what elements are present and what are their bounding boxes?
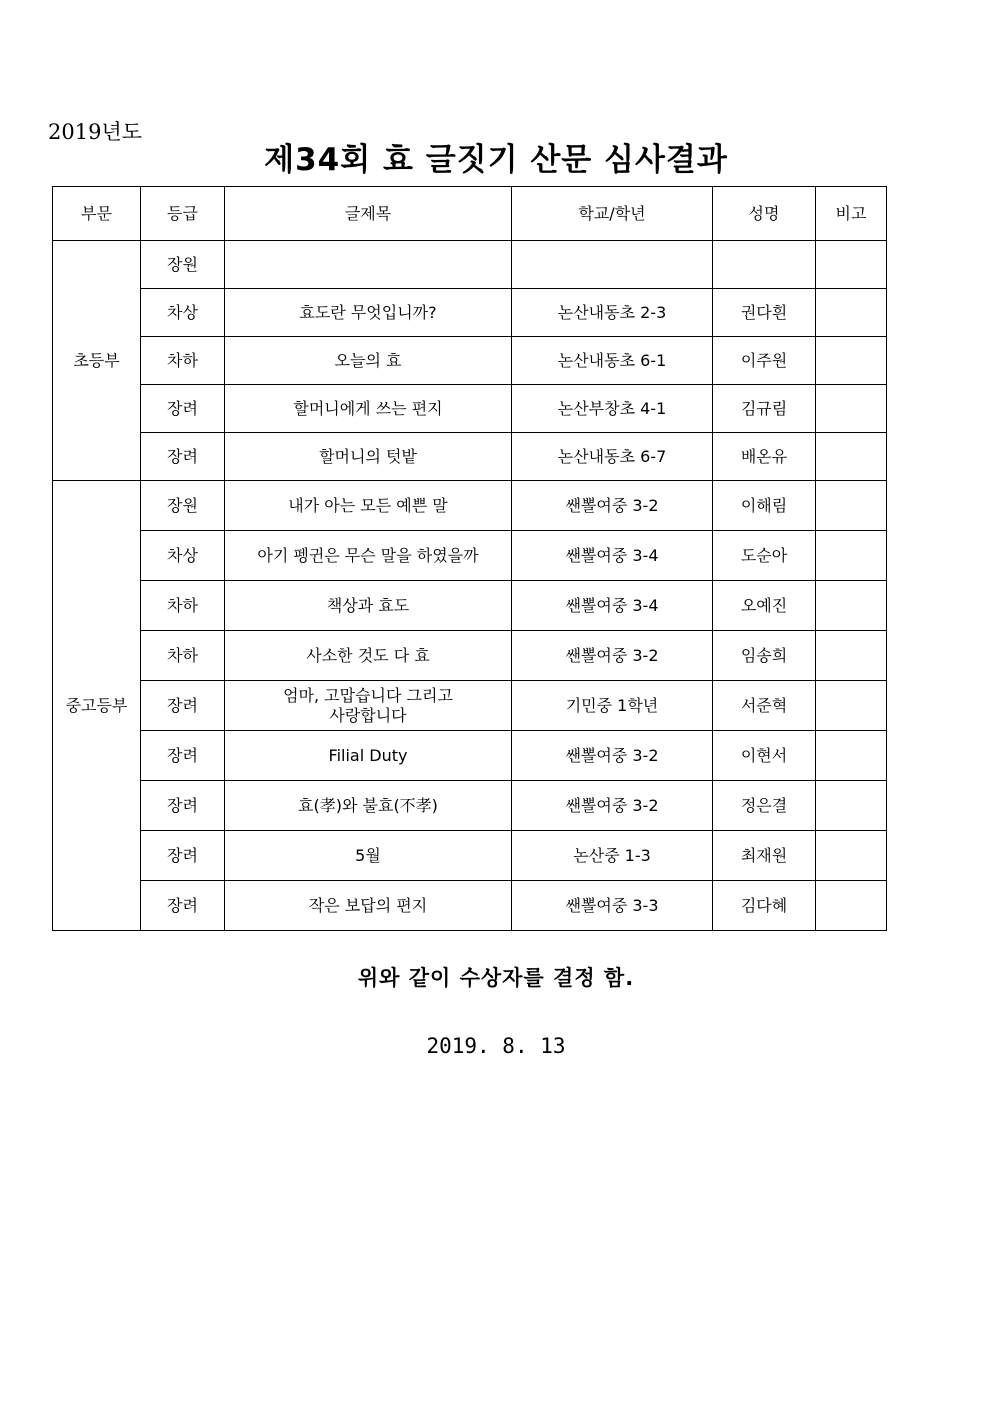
grade-cell: 차하 [141,337,225,385]
grade-cell: 장려 [141,385,225,433]
school-cell: 논산부창초 4-1 [512,385,713,433]
table-row [53,241,887,289]
school-cell: 논산내동초 6-7 [512,433,713,481]
name-cell: 배온유 [713,433,816,481]
name-cell: 김규림 [713,385,816,433]
table-row [53,681,887,731]
grade-cell: 차하 [141,631,225,681]
table-row [53,481,887,531]
header-division: 부문 [53,187,141,241]
name-cell: 서준혁 [713,681,816,731]
name-cell: 이해림 [713,481,816,531]
table-row [53,433,887,481]
name-cell: 최재원 [713,831,816,881]
grade-cell: 장려 [141,731,225,781]
header-name: 성명 [713,187,816,241]
header-title: 글제목 [225,187,512,241]
title-cell: 효도란 무엇입니까? [225,289,512,337]
note-cell [816,433,887,481]
title-cell: 할머니에게 쓰는 편지 [225,385,512,433]
grade-cell: 장려 [141,881,225,931]
title-cell: Filial Duty [225,731,512,781]
name-cell: 오예진 [713,581,816,631]
table-row [53,289,887,337]
title-cell: 효(孝)와 불효(不孝) [225,781,512,831]
note-cell [816,781,887,831]
note-cell [816,631,887,681]
school-cell: 쌘뽈여중 3-3 [512,881,713,931]
division-elementary: 초등부 [53,241,141,481]
note-cell [816,681,887,731]
name-cell: 이현서 [713,731,816,781]
school-cell: 쌘뽈여중 3-4 [512,531,713,581]
grade-cell: 장원 [141,481,225,531]
school-cell: 쌘뽈여중 3-2 [512,781,713,831]
header-school: 학교/학년 [512,187,713,241]
name-cell [713,241,816,289]
document-date: 2019. 8. 13 [426,1034,566,1058]
grade-cell: 차상 [141,289,225,337]
note-cell [816,531,887,581]
table-row [53,631,887,681]
title-cell [225,681,512,731]
table-row [53,337,887,385]
name-cell: 김다혜 [713,881,816,931]
school-cell: 쌘뽈여중 3-2 [512,631,713,681]
results-table [52,186,887,931]
table-row [53,831,887,881]
school-cell: 쌘뽈여중 3-4 [512,581,713,631]
table-row [53,731,887,781]
note-cell [816,831,887,881]
school-cell: 기민중 1학년 [512,681,713,731]
table-row [53,531,887,581]
grade-cell: 차하 [141,581,225,631]
division-middle-high: 중고등부 [53,481,141,931]
grade-cell: 장려 [141,433,225,481]
table-row [53,385,887,433]
title-line: 사랑합니다 [329,705,407,725]
table-row [53,881,887,931]
table-header-row [53,187,887,241]
title-cell: 내가 아는 모든 예쁜 말 [225,481,512,531]
title-cell: 5월 [225,831,512,881]
note-cell [816,289,887,337]
header-grade: 등급 [141,187,225,241]
title-cell: 사소한 것도 다 효 [225,631,512,681]
grade-cell: 차상 [141,531,225,581]
year-label: 2019년도 [48,120,143,144]
school-cell [512,241,713,289]
title-cell: 할머니의 텃밭 [225,433,512,481]
name-cell: 도순아 [713,531,816,581]
table-row [53,581,887,631]
name-cell: 정은결 [713,781,816,831]
grade-cell: 장원 [141,241,225,289]
document-title: 제34회 효 글짓기 산문 심사결과 [264,142,728,178]
title-cell: 작은 보답의 편지 [225,881,512,931]
title-cell: 아기 펭귄은 무슨 말을 하였을까 [225,531,512,581]
school-cell: 쌘뽈여중 3-2 [512,481,713,531]
school-cell: 쌘뽈여중 3-2 [512,731,713,781]
header-note: 비고 [816,187,887,241]
note-cell [816,337,887,385]
title-cell: 오늘의 효 [225,337,512,385]
title-cell [225,241,512,289]
note-cell [816,881,887,931]
note-cell [816,385,887,433]
grade-cell: 장려 [141,831,225,881]
note-cell [816,731,887,781]
note-cell [816,241,887,289]
name-cell: 임송희 [713,631,816,681]
grade-cell: 장려 [141,781,225,831]
table-row [53,781,887,831]
school-cell: 논산내동초 6-1 [512,337,713,385]
conclusion-text: 위와 같이 수상자를 결정 함. [357,966,635,990]
title-line: 엄마, 고맙습니다 그리고 [283,685,453,705]
name-cell: 권다흰 [713,289,816,337]
name-cell: 이주원 [713,337,816,385]
note-cell [816,581,887,631]
school-cell: 논산중 1-3 [512,831,713,881]
grade-cell: 장려 [141,681,225,731]
school-cell: 논산내동초 2-3 [512,289,713,337]
title-cell: 책상과 효도 [225,581,512,631]
note-cell [816,481,887,531]
